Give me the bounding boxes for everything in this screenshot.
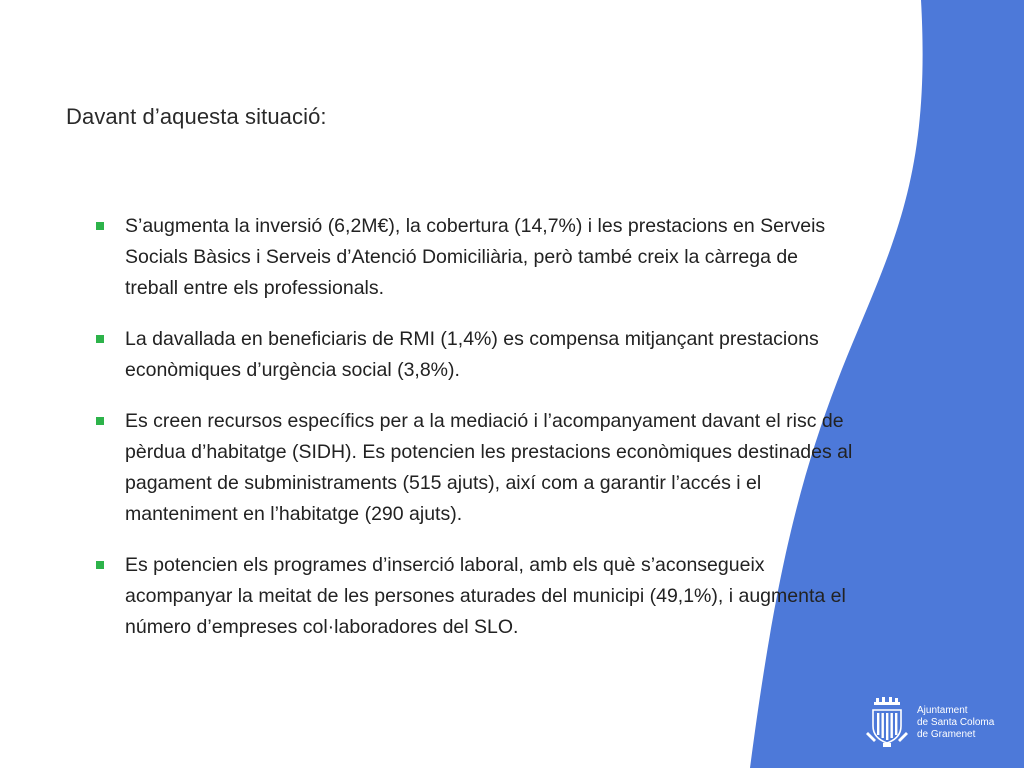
- logo-line-3: de Gramenet: [917, 729, 976, 740]
- bullet-list: [96, 211, 856, 663]
- bullet-text: Es potencien els programes d’inserció laboral, amb els què s’aconsegueix acompanyar la meitat de les persones aturades del municipi (49,1%), i augmenta el número d’empreses col·laboradores del SLO.: [125, 554, 846, 638]
- logo-line-2: de Santa Coloma: [917, 717, 995, 728]
- logo-line-1: Ajuntament: [917, 705, 968, 716]
- ajuntament-name: [917, 705, 994, 741]
- square-bullet-icon: [96, 417, 104, 425]
- square-bullet-icon: [96, 335, 104, 343]
- bullet-text: S’augmenta la inversió (6,2M€), la cobertura (14,7%) i les prestacions en Serveis Socials Bàsics i Serveis d’Atenció Domiciliària, però també creix la càrrega de treball entre els professionals.: [125, 215, 826, 299]
- bullet-item: [96, 211, 856, 304]
- bullet-item: [96, 550, 856, 643]
- ajuntament-logo: [860, 692, 1020, 752]
- bullet-item: [96, 406, 856, 530]
- square-bullet-icon: [96, 222, 104, 230]
- square-bullet-icon: [96, 561, 104, 569]
- bullet-text: La davallada en beneficiaris de RMI (1,4%) es compensa mitjançant prestacions econòmiques d’urgència social (3,8%).: [125, 328, 819, 381]
- bullet-text: Es creen recursos específics per a la mediació i l’acompanyament davant el risc de pèrdua d’habitatge (SIDH). Es potencien les prestacions econòmiques destinades al pagament de subministraments (515 ajuts), així com a garantir l’accés i el manteniment en l’habitatge (290 ajuts).: [125, 410, 853, 525]
- bullet-item: [96, 324, 856, 386]
- slide-title: Davant d’aquesta situació:: [66, 104, 327, 129]
- coat-of-arms-icon: [864, 696, 910, 748]
